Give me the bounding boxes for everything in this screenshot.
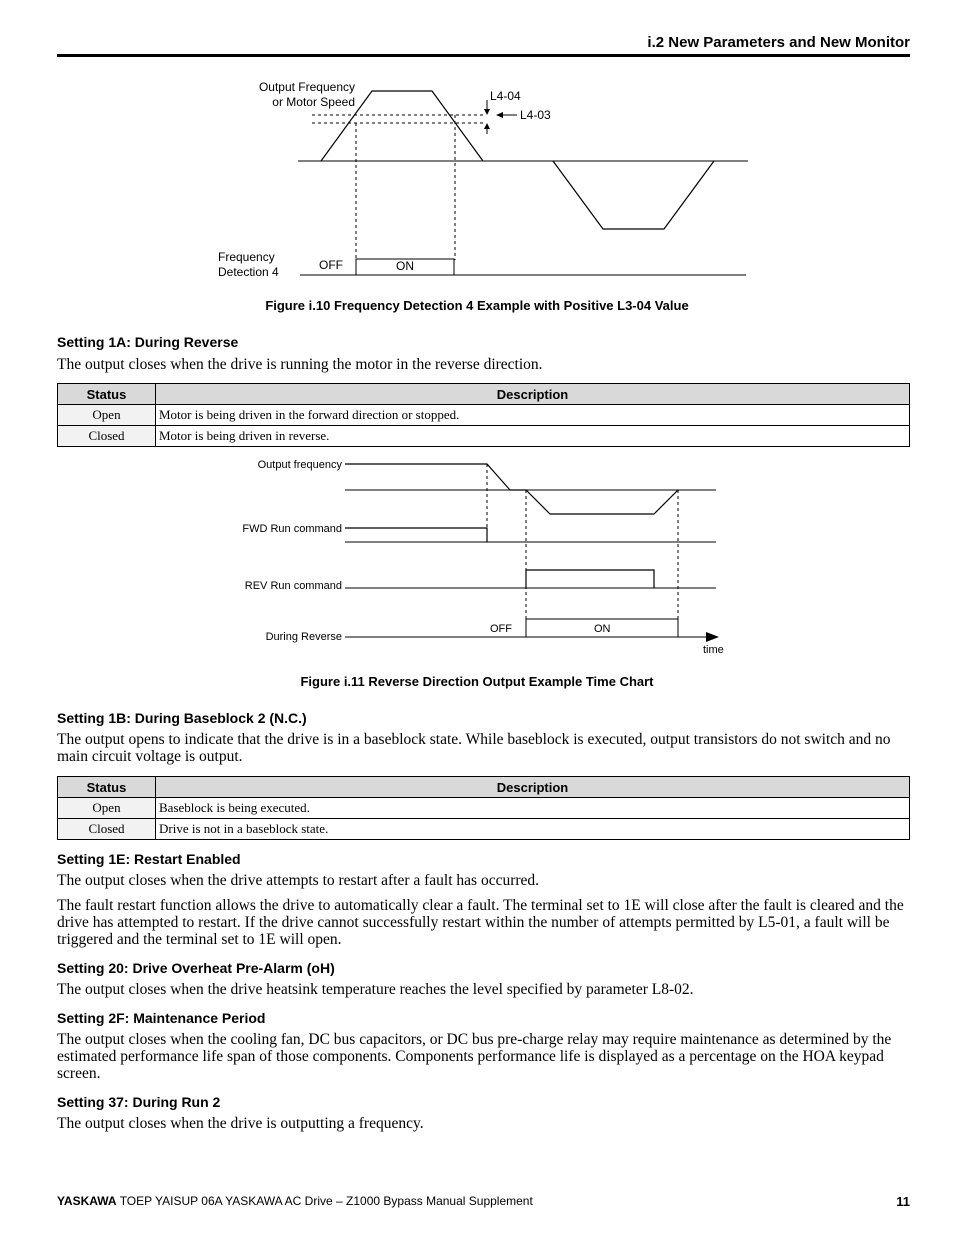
setting-37-heading: Setting 37: During Run 2	[57, 1094, 221, 1110]
page-header-title: i.2 New Parameters and New Monitor	[647, 34, 910, 51]
fig2-rev-label: REV Run command	[244, 580, 342, 592]
table2-header-description: Description	[156, 777, 910, 798]
fig1-output-label-line2: or Motor Speed	[272, 95, 355, 109]
setting-1e-text2: The fault restart function allows the drive to automatically clear a fault. The terminal set to 1E will close after the fault is cleared and the drive has attempted to restart. If the drive cannot successfully restart within the number of attempts permitted by L5-01, a fault will be triggered and the terminal set to 1E will open.	[57, 897, 904, 948]
fig2-fwd-label: FWD Run command	[242, 523, 342, 535]
table1-row2-description: Motor is being driven in reverse.	[156, 426, 910, 447]
table-during-reverse	[57, 383, 910, 447]
table-row	[58, 819, 910, 840]
setting-1a-heading: Setting 1A: During Reverse	[57, 334, 239, 350]
fig2-output-waveform	[345, 464, 678, 514]
table1-row1-description: Motor is being driven in the forward direction or stopped.	[156, 405, 910, 426]
setting-20-text: The output closes when the drive heatsink temperature reaches the level specified by parameter L8-02.	[57, 981, 694, 998]
table2-header-status: Status	[58, 777, 156, 798]
fig2-time-arrow	[706, 632, 719, 642]
table2-row2-description: Drive is not in a baseblock state.	[156, 819, 910, 840]
fig1-reverse-profile	[553, 161, 714, 229]
setting-1e-heading: Setting 1E: Restart Enabled	[57, 851, 241, 867]
setting-2f-text: The output closes when the cooling fan, DC bus capacitors, or DC bus pre-charge relay may require maintenance as determined by the estimated performance life span of those components. Components performance life is displayed as a percentage on the HOA keypad screen.	[57, 1031, 892, 1082]
setting-1b-heading: Setting 1B: During Baseblock 2 (N.C.)	[57, 710, 307, 726]
setting-1b-text: The output opens to indicate that the drive is in a baseblock state. While baseblock is executed, output transistors do not switch and no main circuit voltage is output.	[57, 731, 891, 765]
page-footer	[57, 1194, 533, 1208]
fig2-output-label: Output frequency	[257, 459, 342, 471]
setting-1a-text: The output closes when the drive is running the motor in the reverse direction.	[57, 356, 543, 373]
fig1-on-label: ON	[396, 259, 414, 273]
fig2-off-label: OFF	[490, 623, 512, 635]
footer-text: TOEP YAISUP 06A YASKAWA AC Drive – Z1000 Bypass Manual Supplement	[116, 1194, 533, 1208]
table1-header-description: Description	[156, 384, 910, 405]
fig2-time-label: time	[703, 644, 724, 656]
fig1-freqdet-label-line1: Frequency	[218, 250, 275, 264]
fig1-output-label-line1: Output Frequency	[258, 80, 355, 94]
fig1-freqdet-label-line2: Detection 4	[218, 265, 279, 279]
fig1-off-label: OFF	[319, 258, 343, 272]
table2-row2-status: Closed	[58, 819, 156, 840]
table2-row1-status: Open	[58, 798, 156, 819]
figure1-caption: Figure i.10 Frequency Detection 4 Example with Positive L3-04 Value	[265, 298, 689, 313]
header-rule	[57, 54, 910, 57]
table2-row1-description: Baseblock is being executed.	[156, 798, 910, 819]
table1-header-status: Status	[58, 384, 156, 405]
figure2-caption: Figure i.11 Reverse Direction Output Example Time Chart	[300, 674, 654, 689]
setting-20-heading: Setting 20: Drive Overheat Pre-Alarm (oH)	[57, 960, 335, 976]
page-number: 11	[896, 1194, 910, 1209]
footer-brand: YASKAWA	[57, 1194, 117, 1208]
figure-reverse-direction-time-chart	[0, 452, 954, 662]
table-row	[58, 426, 910, 447]
table-row	[58, 405, 910, 426]
fig2-fwd-waveform	[345, 528, 487, 542]
setting-37-text: The output closes when the drive is outputting a frequency.	[57, 1115, 424, 1132]
table-row	[58, 798, 910, 819]
setting-1e-text1: The output closes when the drive attempts to restart after a fault has occurred.	[57, 872, 540, 889]
setting-2f-heading: Setting 2F: Maintenance Period	[57, 1010, 266, 1026]
fig1-l403-label: L4-03	[520, 108, 551, 122]
fig1-l404-label: L4-04	[490, 89, 521, 103]
table1-row2-status: Closed	[58, 426, 156, 447]
fig2-during-label: During Reverse	[265, 631, 342, 643]
fig2-rev-waveform	[526, 570, 654, 588]
table-during-baseblock	[57, 776, 910, 840]
fig2-on-label: ON	[594, 623, 611, 635]
table1-row1-status: Open	[58, 405, 156, 426]
figure-frequency-detection-4	[0, 70, 954, 290]
